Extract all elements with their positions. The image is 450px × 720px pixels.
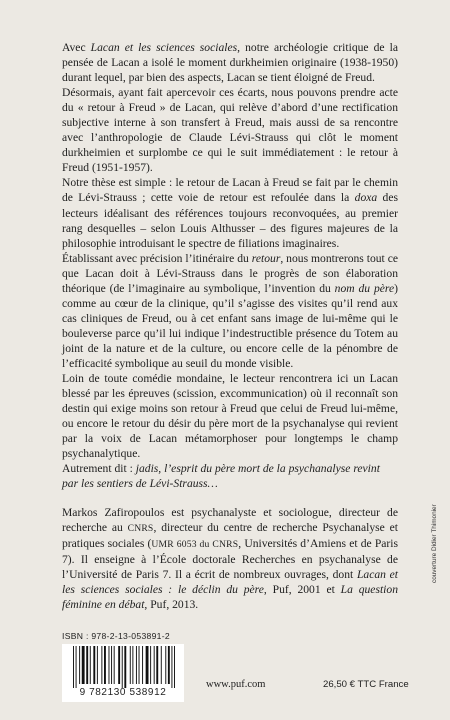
barcode-bar <box>101 646 102 684</box>
closing-quote-italic: jadis, l’esprit du père mort de la psychanalyse revint par les sentiers de Lévi-Strauss… <box>62 462 380 491</box>
back-cover-blurb <box>62 40 398 491</box>
barcode-bar <box>86 646 88 684</box>
cnrs-smallcaps: CNRS <box>127 523 154 535</box>
blurb-paragraph-2: Désormais, ayant fait apercevoir ces écarts, nous pouvons prendre acte du « retour à Freud » de Lacan, qui relève d’abord d’une rectification subjective interne à son transfert à Freud, mais aussi de sa rencontre avec l’anthropologie de Claude Lévi-Strauss qui clôt le moment durkheimien et surplombe ce qui le suit immédiatement : le retour à Freud (1951-1957). <box>62 86 398 175</box>
isbn-label: ISBN : 978-2-13-053891-2 <box>62 631 171 641</box>
nom-du-pere-italic: nom du père <box>334 281 395 295</box>
retour-italic: retour <box>251 251 281 265</box>
author-bio: Markos Zafiropoulos est psychanalyste et sociologue, directeur de recherche au CNRS, directeur du centre de recherche Psychanalyse et pratiques sociales (UMR 6053 du CNRS, Universités d’Amiens et de Paris 7). Il enseigne à l’École doctorale Recherches en psychanalyse de l’Université de Paris 7. Il a écrit de nombreux ouvrages, dont Lacan et les sciences sociales : le déclin du père, Puf, 2001 et La question féminine en débat, Puf, 2013. <box>62 506 399 612</box>
barcode-bar <box>150 646 151 684</box>
barcode-bar <box>109 646 110 684</box>
umr-smallcaps: UMR 6053 du CNRS <box>151 539 239 551</box>
barcode-bar <box>142 646 143 684</box>
barcode-digits: 9 782130 538912 <box>79 687 167 698</box>
barcode-bar <box>79 646 80 684</box>
barcode-bar <box>168 646 170 684</box>
cover-credit: couverture Didier Thimonier <box>431 504 438 583</box>
barcode-bar <box>114 646 115 684</box>
barcode-bar <box>139 646 140 684</box>
doxa-italic: doxa <box>354 191 378 205</box>
blurb-paragraph-5: Loin de toute comédie mondaine, le lecteur rencontrera ici un Lacan blessé par les épreuves (scission, excommunication) où il reconnaît son destin qui exige moins son retour à Freud que celui de Freud lui-même, ou encore le retour du désir du père mort de la psychanalyse qui revient par la voix de Lacan métamorphoser pour longtemps le champ psychanalytique. <box>62 372 398 461</box>
barcode-bar <box>111 646 112 684</box>
blurb-paragraph-3: Notre thèse est simple : le retour de Lacan à Freud se fait par le chemin de Lévi-Strauss ; cette voie de retour est refoulée dans la doxa des lecteurs idéalisant des références toujours reconvoquées, au premier rang desquelles – selon Louis Althusser – des figures majeures de la philosophie introduisant le spectre de filiations imaginaires. <box>62 176 398 250</box>
barcode <box>62 644 184 702</box>
blurb-paragraph-1: Avec Lacan et les sciences sociales, notre archéologie critique de la pensée de Lacan a isolé le moment durkheimien originaire (1938-1950) durant lequel, par bien des aspects, Lacan se tient éloigné de Freud. <box>62 41 398 85</box>
barcode-bar <box>174 646 175 688</box>
barcode-bar <box>156 646 158 684</box>
barcode-bar <box>104 646 106 684</box>
barcode-bar <box>97 646 98 684</box>
bio-book-2: La question féminine en débat <box>62 583 398 612</box>
blurb-paragraph-6: Autrement dit : jadis, l’esprit du père mort de la psychanalyse revint par les sentiers de Lévi-Strauss… <box>62 462 380 491</box>
barcode-bar <box>118 646 120 684</box>
barcode-bar <box>82 646 85 684</box>
barcode-bar <box>93 646 95 684</box>
barcode-bar <box>132 646 133 684</box>
price-label: 26,50 € TTC France <box>323 679 409 690</box>
bio-book-1: Lacan et les sciences sociales : le déclin du père <box>62 568 398 597</box>
blurb-paragraph-4: Établissant avec précision l’itinéraire du retour, nous montrerons tout ce que Lacan doit à Lévi-Strauss dans le progrès de son élaboration théorique (de l’imaginaire au symbolique, l’invention du nom du père) comme au cœur de la clinique, qu’il s’agisse des visites qu’il rend aux cas cliniques de Freud, ou à cet enfant sans image de lui-même qui le bouleverse parce qu’il lui indique l’indestructible présence du Totem au joint de la nature et de la culture, ou encore celle de la pénombre de l’efficacité symbolique au seuil du monde visible. <box>62 251 398 370</box>
barcode-bar <box>171 646 172 688</box>
barcode-bar <box>136 646 137 684</box>
book-title-italic: Lacan et les sciences sociales <box>90 41 238 54</box>
barcode-bar <box>165 646 166 684</box>
barcode-bar <box>124 646 126 688</box>
publisher-url: www.puf.com <box>206 679 266 690</box>
barcode-bar <box>122 646 123 688</box>
barcode-bar <box>161 646 162 684</box>
barcode-bar <box>76 646 77 688</box>
barcode-bar <box>130 646 131 684</box>
barcode-bar <box>154 646 155 684</box>
barcode-bar <box>146 646 149 684</box>
barcode-bar <box>73 646 74 688</box>
barcode-bar <box>90 646 91 684</box>
barcode-bars <box>71 646 175 688</box>
